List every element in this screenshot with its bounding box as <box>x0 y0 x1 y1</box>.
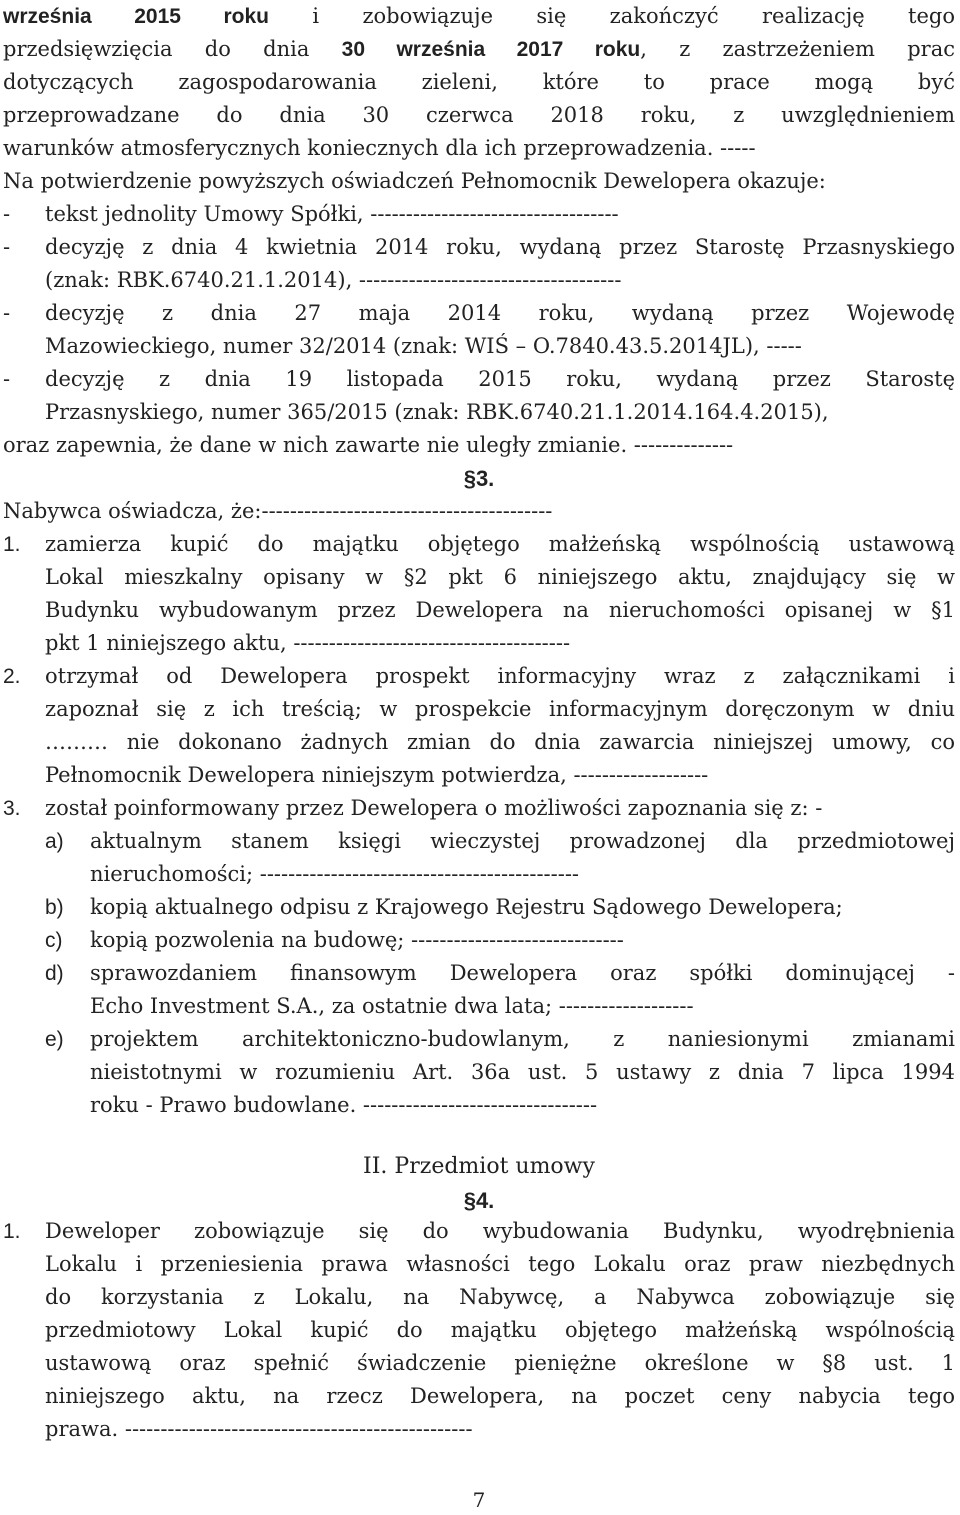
list-dash: - <box>3 367 11 391</box>
intro-date-bold: września 2015 roku <box>3 5 269 28</box>
list-dash: - <box>3 202 11 226</box>
intro-deadline-bold: 30 września 2017 roku <box>341 38 641 61</box>
part-title: II. Przedmiot umowy <box>363 1154 595 1179</box>
paragraph-number: 2. <box>3 665 21 688</box>
intro-line-5: warunków atmosferycznych koniecznych dla ich przeprowadzenia. ----- <box>3 136 756 160</box>
paragraph-number: 3. <box>3 797 21 820</box>
section-heading-3: §3. <box>463 466 495 491</box>
sub-item-mark: a) <box>45 830 64 853</box>
intro-line-1: września 2015 roku i zobowiązuje się zakończyć realizację tego <box>3 4 955 28</box>
sub-item-mark: c) <box>45 929 63 952</box>
intro-line-2: przedsięwzięcia do dnia 30 września 2017 roku, z zastrzeżeniem prac <box>3 37 955 61</box>
list-dash: - <box>3 235 11 259</box>
sub-item-mark: d) <box>45 962 64 985</box>
section3-lead: Nabywca oświadcza, że:----------------------------------------- <box>3 499 553 523</box>
section-heading-4: §4. <box>463 1188 495 1213</box>
list-dash: - <box>3 301 11 325</box>
intro-line-3: dotyczących zagospodarowania zieleni, które to prace mogą być <box>3 70 955 94</box>
confirm-lead: Na potwierdzenie powyższych oświadczeń Pełnomocnik Dewelopera okazuje: <box>3 169 826 193</box>
intro-line-4: przeprowadzane do dnia 30 czerwca 2018 roku, z uwzględnieniem <box>3 103 955 127</box>
sub-item-mark: e) <box>45 1028 64 1051</box>
confirm-closing: oraz zapewnia, że dane w nich zawarte nie uległy zmianie. -------------- <box>3 433 734 457</box>
sub-item-mark: b) <box>45 896 64 919</box>
paragraph-number: 1. <box>3 1220 21 1243</box>
paragraph-number: 1. <box>3 533 21 556</box>
page-number: 7 <box>472 1488 486 1512</box>
